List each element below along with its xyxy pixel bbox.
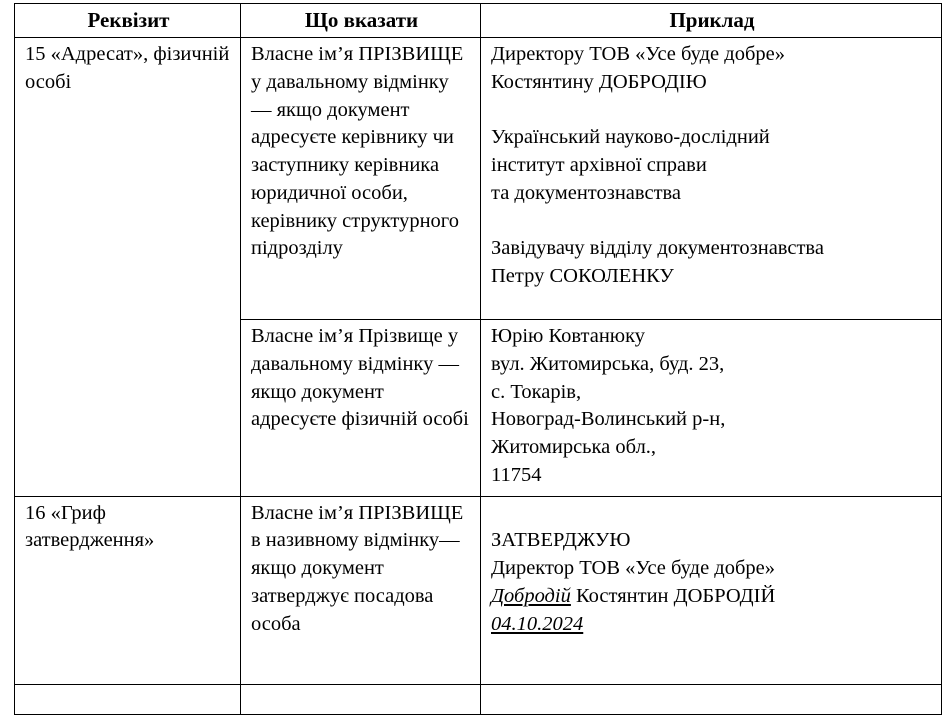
example-line: Новоград-Волинський р-н, (491, 408, 726, 431)
example-line: та документознавства (491, 181, 682, 204)
table-row (15, 684, 942, 714)
example-line: Юрію Ковтанюку (491, 325, 646, 347)
cell-what-to-specify-15b: Власне ім’я Прізвище у давальному відмінку — якщо документ адресуєте фізичній особі (241, 320, 481, 497)
example-line-signature (491, 583, 933, 611)
table-row (15, 496, 942, 684)
cell-requisite-16: 16 «Гриф затвердження» (15, 496, 241, 684)
example-line-blank (491, 500, 933, 528)
signature-mark: Добродій (491, 584, 571, 607)
example-line: 11754 (491, 463, 542, 486)
approval-date: 04.10.2024 (491, 612, 584, 635)
table-header (15, 4, 942, 38)
example-line: інститут архівної справи (491, 154, 707, 177)
signer-name: Костянтин ДОБРОДІЙ (570, 584, 776, 607)
cell-requisite-15: 15 «Адресат», фізичній особі (15, 38, 241, 497)
example-lines-15b (491, 323, 933, 490)
cell-what-to-specify-15a: Власне ім’я ПРІЗВИЩЕ у давальному відмінку — якщо документ адресуєте керівнику чи заступнику керівника юридичної особи, керівнику структурного підрозділу (241, 38, 481, 320)
example-line: Завідувачу відділу документознавства (491, 237, 824, 260)
example-line: Житомирська обл., (491, 436, 657, 459)
example-line-approval-label: ЗАТВЕРДЖУЮ (491, 529, 631, 552)
example-line: вул. Житомирська, буд. 23, (491, 352, 725, 375)
table-body (15, 38, 942, 715)
column-header-example: Приклад (481, 4, 942, 38)
cell-example-next (481, 684, 942, 714)
example-lines-15a (491, 41, 933, 291)
example-line-date (491, 611, 933, 639)
example-line-blank (491, 97, 933, 125)
table-row (15, 38, 942, 320)
cell-what-to-specify-16: Власне ім’я ПРІЗВИЩЕ в називному відмінку— якщо документ затверджує посадова особа (241, 496, 481, 684)
cell-example-16 (481, 496, 942, 684)
cell-example-15b (481, 320, 942, 497)
cell-what-to-specify-next (241, 684, 481, 714)
example-line-blank (491, 208, 933, 236)
column-header-what-to-specify: Що вказати (241, 4, 481, 38)
example-line: Петру СОКОЛЕНКУ (491, 265, 674, 288)
cell-example-15a (481, 38, 942, 320)
example-line-position: Директор ТОВ «Усе буде добре» (491, 557, 776, 580)
example-line: Костянтину ДОБРОДІЮ (491, 70, 707, 93)
requisites-table (14, 3, 942, 715)
example-line: Український науково-дослідний (491, 126, 770, 149)
example-line: с. Токарів, (491, 380, 582, 403)
example-line: Директору ТОВ «Усе буде добре» (491, 43, 785, 65)
table-header-row (15, 4, 942, 38)
cell-requisite-next (15, 684, 241, 714)
example-lines-16 (491, 500, 933, 639)
column-header-requisite: Реквізит (15, 4, 241, 38)
